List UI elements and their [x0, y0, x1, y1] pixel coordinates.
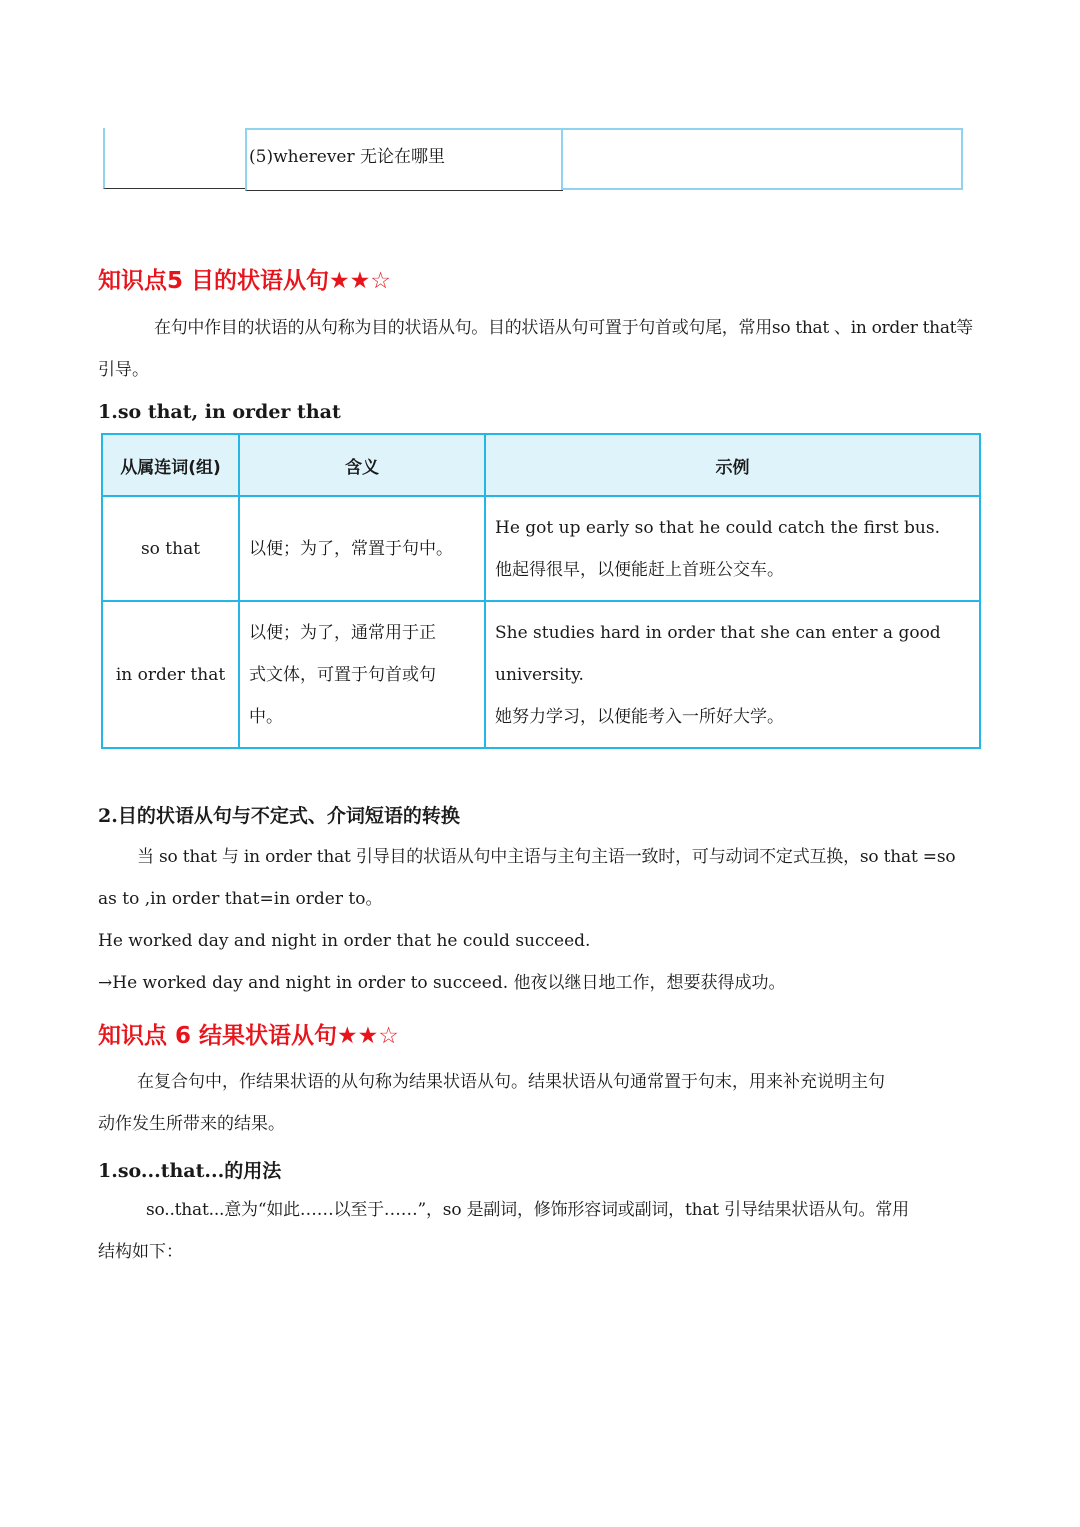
- top-table-text: (5)wherever 无论在哪里: [249, 147, 446, 167]
- top-table-cell-2: [245, 128, 563, 191]
- section5-intro-line2: 引导。: [98, 360, 149, 380]
- example-sentence: He worked day and night in order that he could succeed.: [98, 931, 591, 951]
- meaning-line: 以便；为了，常置于句中。: [249, 538, 453, 559]
- section5-p2-line2: as to ,in order that=in order to。: [98, 889, 383, 909]
- cell-meaning: [239, 601, 485, 748]
- meaning-line: 式文体，可置于句首或句: [249, 664, 436, 685]
- header-example: 示例: [485, 434, 980, 496]
- section6-p-line2: 结构如下：: [98, 1242, 183, 1262]
- meaning-line: 以便；为了，通常用于正: [249, 622, 436, 643]
- header-conjunction: 从属连词(组): [102, 434, 239, 496]
- cell-example: [485, 496, 980, 601]
- section6-intro-line1: 在复合句中，作结果状语的从句称为结果状语从句。结果状语从句通常置于句末，用来补充说明主句: [137, 1072, 885, 1092]
- cell-conjunction: so that: [102, 496, 239, 601]
- example-zh: 他起得很早，以便能赶上首班公交车。: [495, 559, 784, 580]
- section5-heading: 知识点5 目的状语从句★★☆: [98, 268, 391, 294]
- table-header-row: [102, 434, 980, 496]
- example-en: She studies hard in order that she can enter a good university.: [495, 622, 941, 685]
- example-transformed: →He worked day and night in order to succeed. 他夜以继日地工作，想要获得成功。: [98, 973, 786, 993]
- table-row: [102, 601, 980, 748]
- section5-sub1: 1.so that, in order that: [98, 401, 341, 423]
- cell-example: [485, 601, 980, 748]
- section6-sub1: 1.so...that...的用法: [98, 1160, 282, 1182]
- meaning-line: 中。: [249, 706, 283, 727]
- top-table-cell-3: [561, 128, 963, 190]
- example-en: He got up early so that he could catch the first bus.: [495, 517, 940, 538]
- section5-intro-line1: 在句中作目的状语的从句称为目的状语从句。目的状语从句可置于句首或句尾，常用so that 、in order that等: [154, 318, 973, 338]
- top-table-cell-1: [103, 128, 247, 189]
- section6-intro-line2: 动作发生所带来的结果。: [98, 1114, 285, 1134]
- section5-p2-line1: 当 so that 与 in order that 引导目的状语从句中主语与主句主语一致时，可与动词不定式互换，so that =so: [137, 847, 956, 867]
- cell-conjunction: in order that: [102, 601, 239, 748]
- section6-heading: 知识点 6 结果状语从句★★☆: [98, 1023, 399, 1049]
- example-zh: 她努力学习，以便能考入一所好大学。: [495, 706, 784, 727]
- section5-sub2: 2.目的状语从句与不定式、介词短语的转换: [98, 805, 460, 827]
- section6-p-line1: so..that...意为“如此……以至于……”，so 是副词，修饰形容词或副词，that 引导结果状语从句。常用: [146, 1200, 909, 1220]
- conjunction-table: [101, 433, 981, 749]
- cell-meaning: [239, 496, 485, 601]
- top-table-fragment: [103, 128, 965, 190]
- header-meaning: 含义: [239, 434, 485, 496]
- table-row: [102, 496, 980, 601]
